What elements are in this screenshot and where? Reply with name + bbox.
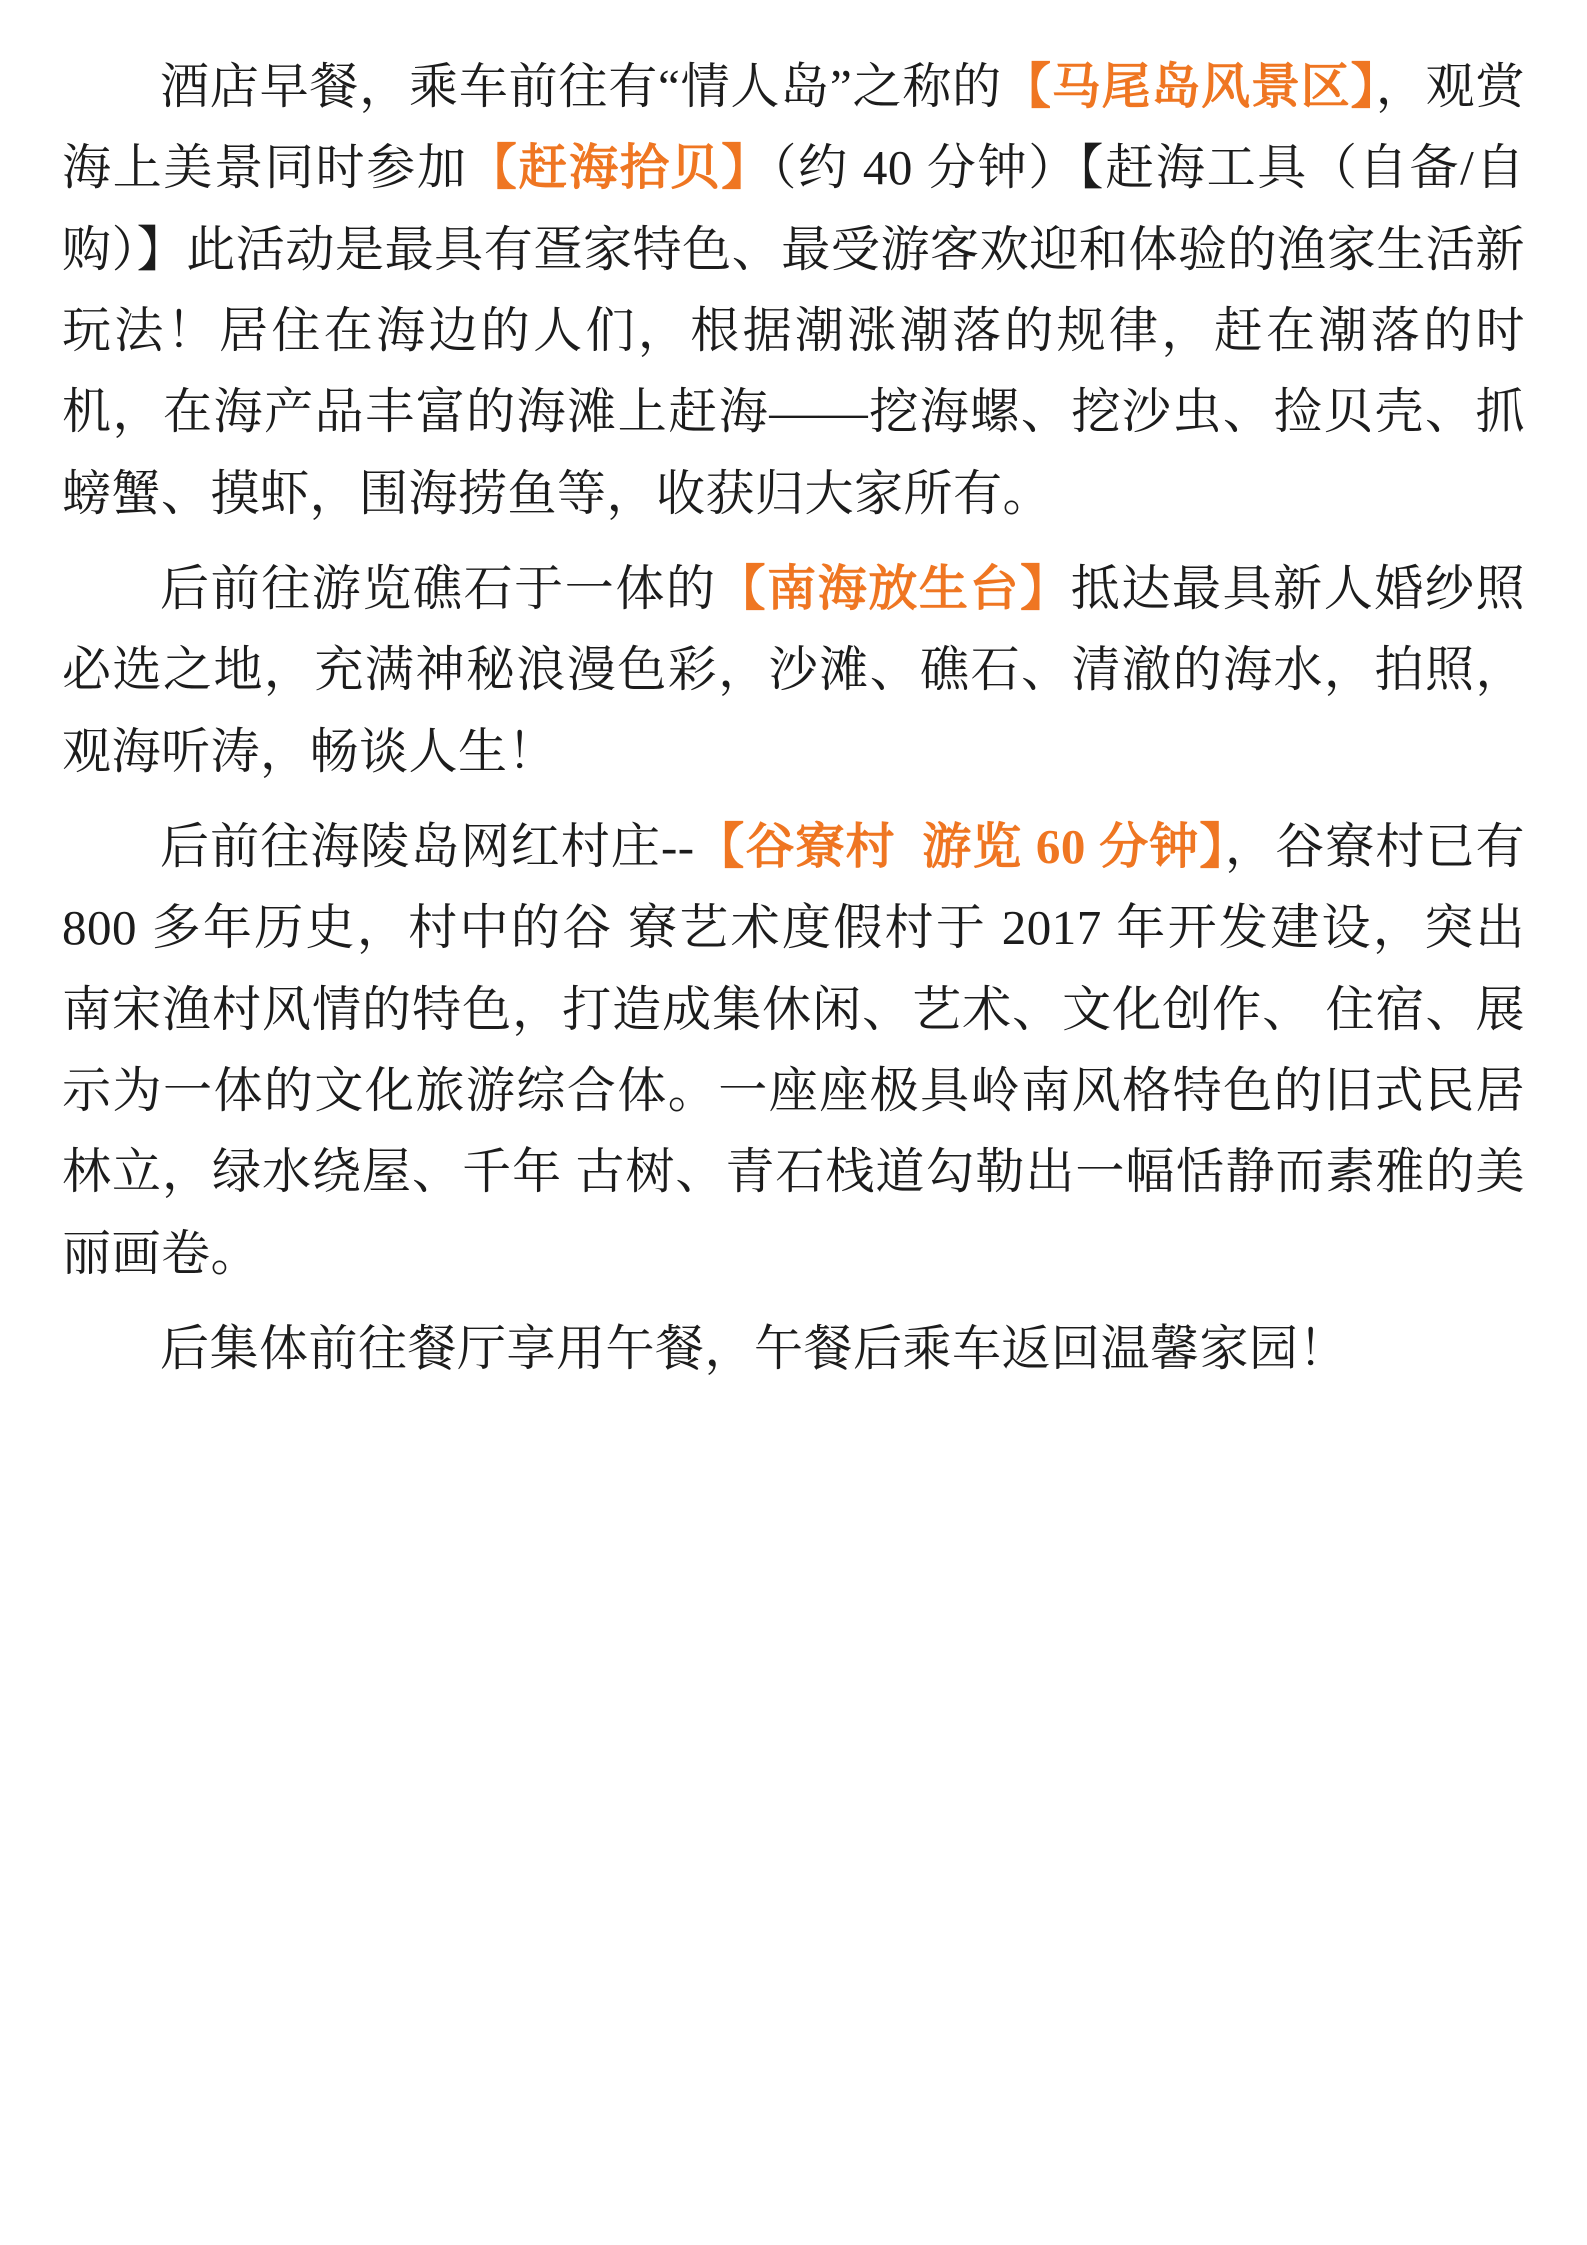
text-run: ，观赏海上美景同时参加 — [62, 59, 1525, 196]
text-run: 后前往海陵岛网红村庄-- — [160, 818, 695, 874]
highlight-attraction-mawei-island: 【马尾岛风景区】 — [1001, 59, 1376, 114]
highlight-attraction-nanhai-release-platform: 【南海放生台】 — [716, 560, 1071, 616]
itinerary-paragraph-3 — [62, 806, 1538, 1294]
text-run: 酒店早餐，乘车前往有“情人岛”之称的 — [160, 59, 1002, 114]
itinerary-paragraph-4 — [62, 1308, 1525, 1389]
itinerary-paragraph-1 — [62, 46, 1525, 534]
text-run: （约 40 分钟）【赶海工具（自备/自购）】此活动是最具有疍家特色、最受游客欢迎和体验的渔家生活新玩法！居住在海边的人们，根据潮涨潮落的规律，赶在潮落的时机，在海产品丰富的海滩上赶海——挖海螺、挖沙虫、捡贝壳、抓螃蟹、摸虾，围海捞鱼等，收获归大家所有。 — [62, 140, 1525, 521]
text-run: 后前往游览礁石于一体的 — [160, 560, 717, 616]
text-run: 后集体前往餐厅享用午餐，午餐后乘车返回温馨家园！ — [160, 1320, 1349, 1376]
text-run: 抵达最具新人婚纱照必选之地，充满神秘浪漫色彩，沙滩、礁石、清澈的海水，拍照，观海听涛，畅谈人生！ — [62, 560, 1525, 779]
highlight-attraction-guliao-village: 【谷寮村 游览 60 分钟】 — [694, 818, 1225, 874]
highlight-activity-shell-picking: 【赶海拾贝】 — [467, 140, 772, 196]
text-run: ，谷寮村已有 800 多年历史，村中的谷 寮艺术度假村于 2017 年开发建设，突出南宋渔村风情的特色，打造成集休闲、艺术、文化创作、 住宿、展示为一体的文化旅游综合体。一座座极具岭南风格特色的旧式民居林立，绿水绕屋、千年 古树、青石栈道勾勒出一幅恬静而素雅的美丽画卷。 — [62, 818, 1538, 1281]
itinerary-paragraph-2 — [62, 548, 1525, 792]
